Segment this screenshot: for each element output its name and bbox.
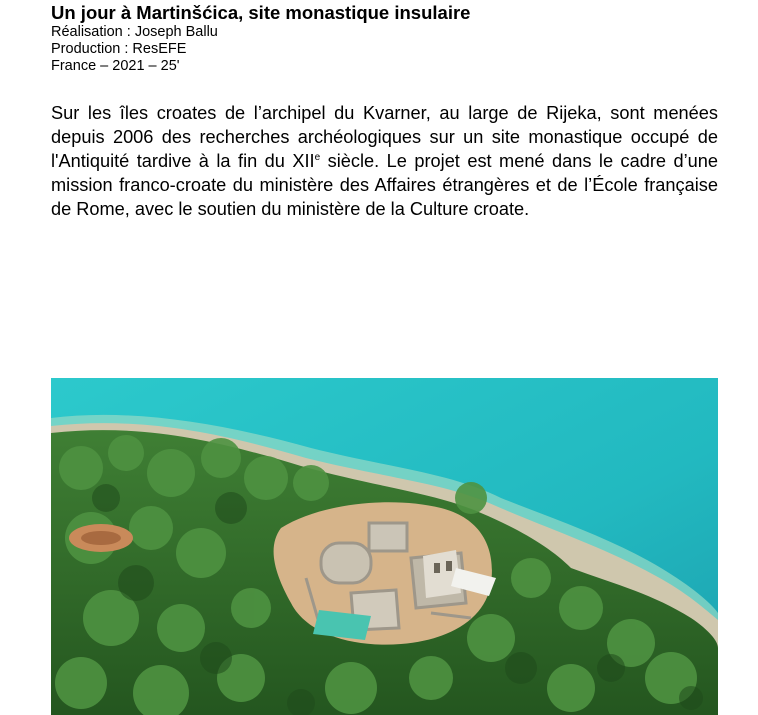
- credit-production: Production : ResEFE: [51, 41, 187, 57]
- description-superscript: e: [314, 152, 321, 163]
- page-title: Un jour à Martinšćica, site monastique insulaire: [51, 2, 471, 23]
- credit-realisation: Réalisation : Joseph Ballu: [51, 24, 218, 40]
- aerial-photo-illustration: [51, 378, 718, 715]
- description-text-start: Sur les îles croates de l’archipel du Kvarner, au large de Rijeka, sont menées depuis 2006 des recherches archéologiques sur un site monastique occupé de l'Antiquité tardive à la fin du XII: [51, 103, 718, 171]
- description-text-end: siècle. Le projet est mené dans le cadre d’une mission franco-croate du ministère des Affaires étrangères et de l’École française de Rome, avec le soutien du ministère de la Culture croate.: [51, 151, 718, 219]
- description-paragraph: [51, 101, 718, 221]
- credits-block: [51, 24, 718, 75]
- document-page: [51, 0, 718, 239]
- credit-info: France – 2021 – 25': [51, 58, 180, 74]
- aerial-site-photo: [51, 378, 718, 715]
- left-trench-inner: [81, 531, 121, 545]
